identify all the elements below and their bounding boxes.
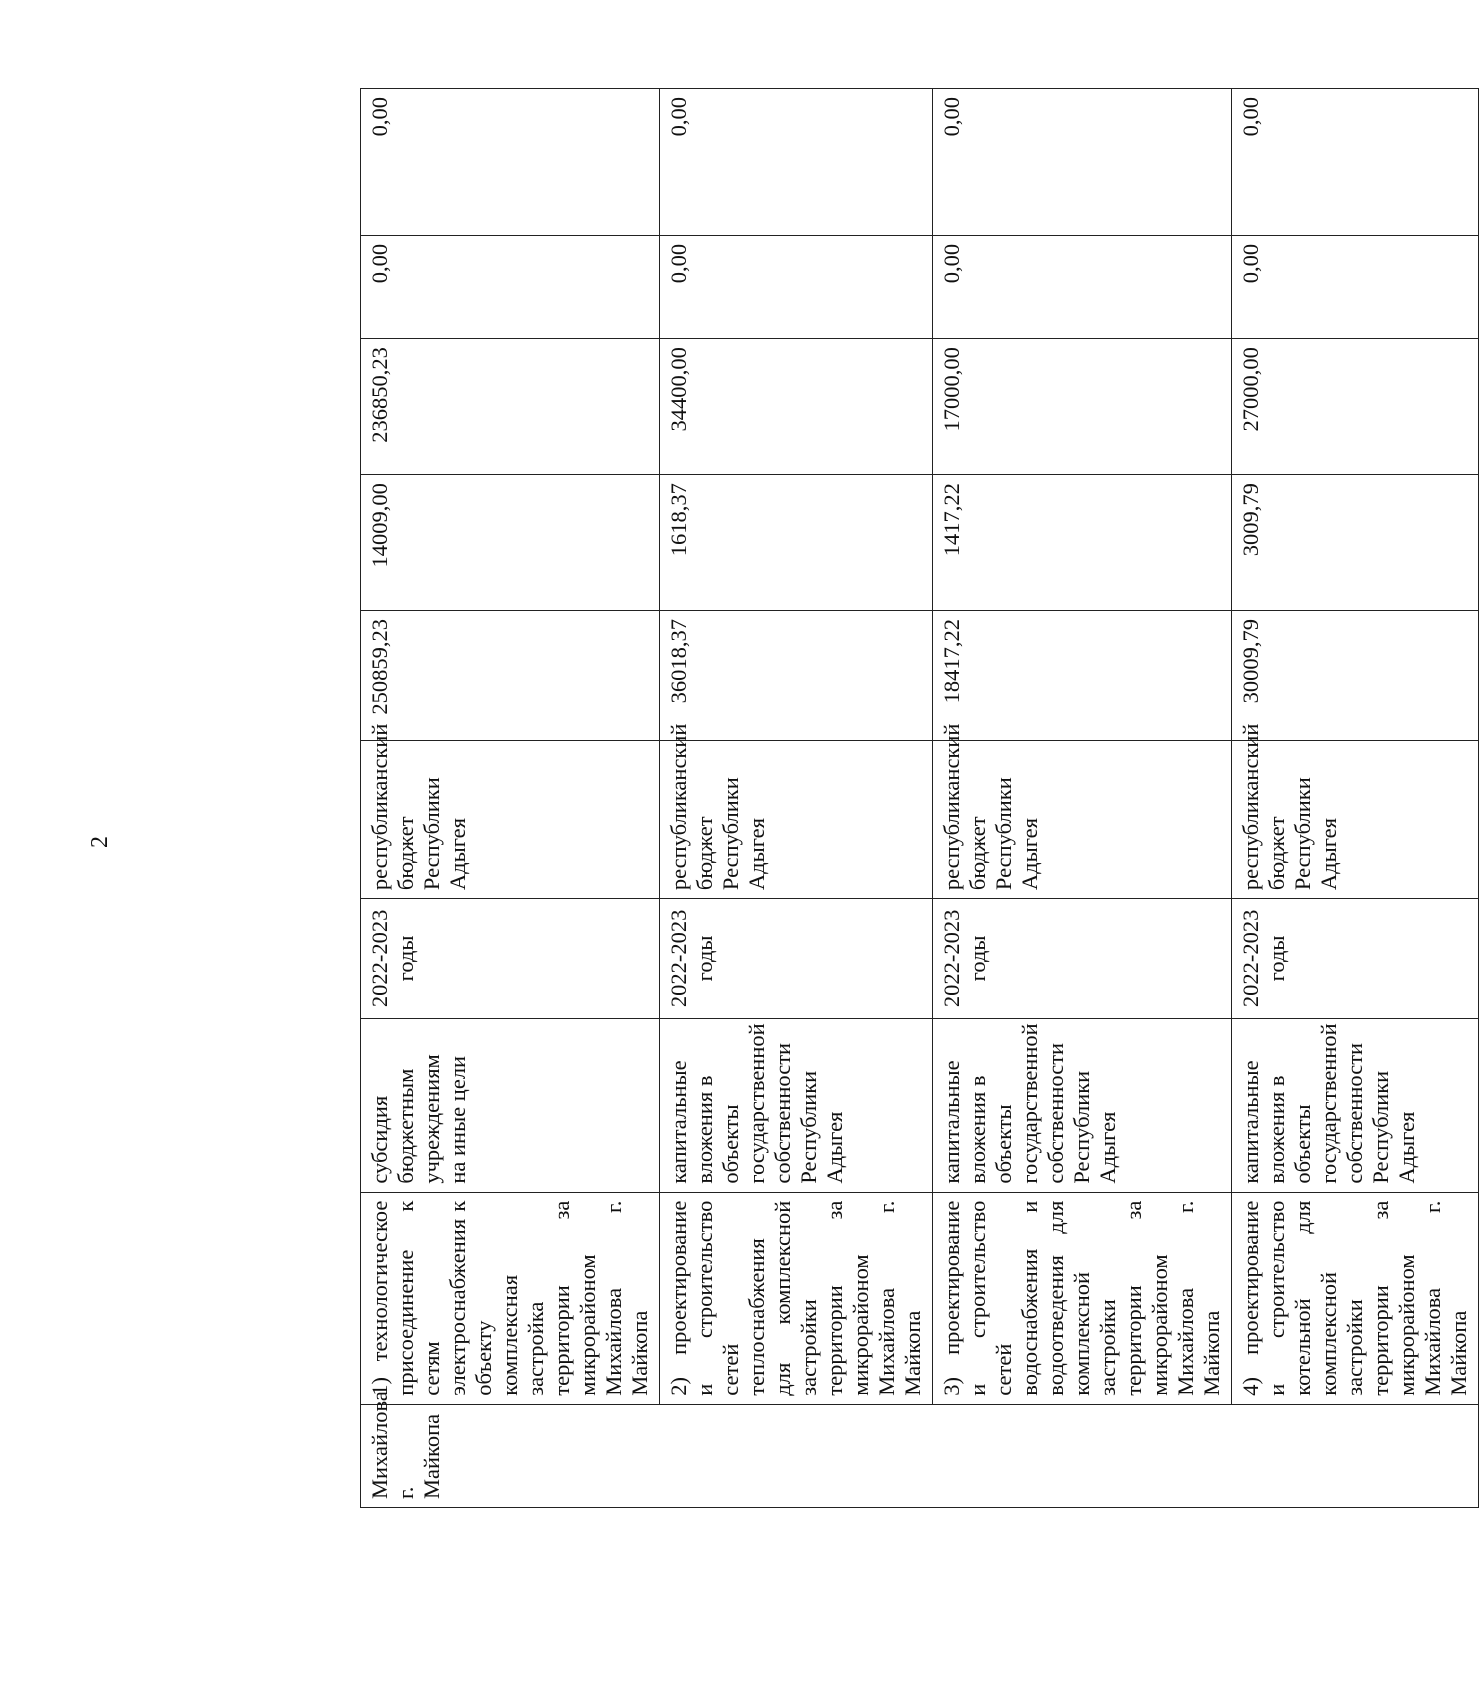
amount-2023-cell: 236850,23 <box>361 339 660 475</box>
expense-type-cell: капитальные вложения в объекты государственной собственности Республики Адыгея <box>660 1018 933 1192</box>
amount-2022-cell: 3009,79 <box>1232 475 1479 611</box>
amount-2024-cell: 0,00 <box>933 235 1232 338</box>
funding-source-cell: республиканский бюджет Республики Адыгея <box>660 741 933 899</box>
total-amount-cell: 18417,22 <box>933 610 1232 740</box>
period-cell: 2022-2023 годы <box>660 899 933 1019</box>
table-row <box>361 89 660 1508</box>
activity-cell: 3) проектирование и строительство сетей водоснабжения и водоотведения для комплексной застройки территории за микрорайоном Михайлова г. Майкопа <box>933 1192 1232 1404</box>
funding-source-cell: республиканский бюджет Республики Адыгея <box>1232 741 1479 899</box>
expense-type-cell: капитальные вложения в объекты государственной собственности Республики Адыгея <box>1232 1018 1479 1192</box>
amount-2025-cell: 0,00 <box>933 89 1232 236</box>
table-row <box>660 89 933 1508</box>
amount-2023-cell: 27000,00 <box>1232 339 1479 475</box>
period-cell: 2022-2023 годы <box>361 899 660 1019</box>
total-amount-cell: 30009,79 <box>1232 610 1479 740</box>
rotated-page-content <box>250 0 1471 1508</box>
page-number: 2 <box>87 836 113 848</box>
total-amount-cell: 250859,23 <box>361 610 660 740</box>
activity-cell: 4) проектирование и строительство котельной для комплексной застройки территории за микрорайоном Михайлова г. Майкопа <box>1232 1192 1479 1404</box>
activity-cell: 2) проектирование и строительство сетей теплоснабжения для комплексной застройки территории за микрорайоном Михайлова г. Майкопа <box>660 1192 933 1404</box>
expense-type-cell: капитальные вложения в объекты государственной собственности Республики Адыгея <box>933 1018 1232 1192</box>
expense-type-cell: субсидия бюджетным учреждениям на иные цели <box>361 1018 660 1192</box>
district-cell: Михайлова г. Майкопа <box>361 1404 1479 1507</box>
amount-2022-cell: 1618,37 <box>660 475 933 611</box>
funding-source-cell: республиканский бюджет Республики Адыгея <box>933 741 1232 899</box>
period-cell: 2022-2023 годы <box>933 899 1232 1019</box>
amount-2025-cell: 0,00 <box>1232 89 1479 236</box>
amount-2024-cell: 0,00 <box>1232 235 1479 338</box>
amount-2024-cell: 0,00 <box>361 235 660 338</box>
activity-cell: 1) технологическое присоединение к сетям электроснабжения к объекту комплексная застройка территории за микрорайоном Михайлова г. Майкопа <box>361 1192 660 1404</box>
funding-source-cell: республиканский бюджет Республики Адыгея <box>361 741 660 899</box>
total-amount-cell: 36018,37 <box>660 610 933 740</box>
amount-2022-cell: 1417,22 <box>933 475 1232 611</box>
amount-2023-cell: 17000,00 <box>933 339 1232 475</box>
amount-2025-cell: 0,00 <box>660 89 933 236</box>
table-row <box>933 89 1232 1508</box>
period-cell: 2022-2023 годы <box>1232 899 1479 1019</box>
amount-2023-cell: 34400,00 <box>660 339 933 475</box>
amount-2025-cell: 0,00 <box>361 89 660 236</box>
amount-2022-cell: 14009,00 <box>361 475 660 611</box>
table-row <box>1232 89 1479 1508</box>
amount-2024-cell: 0,00 <box>660 235 933 338</box>
program-activities-table <box>360 88 1479 1508</box>
